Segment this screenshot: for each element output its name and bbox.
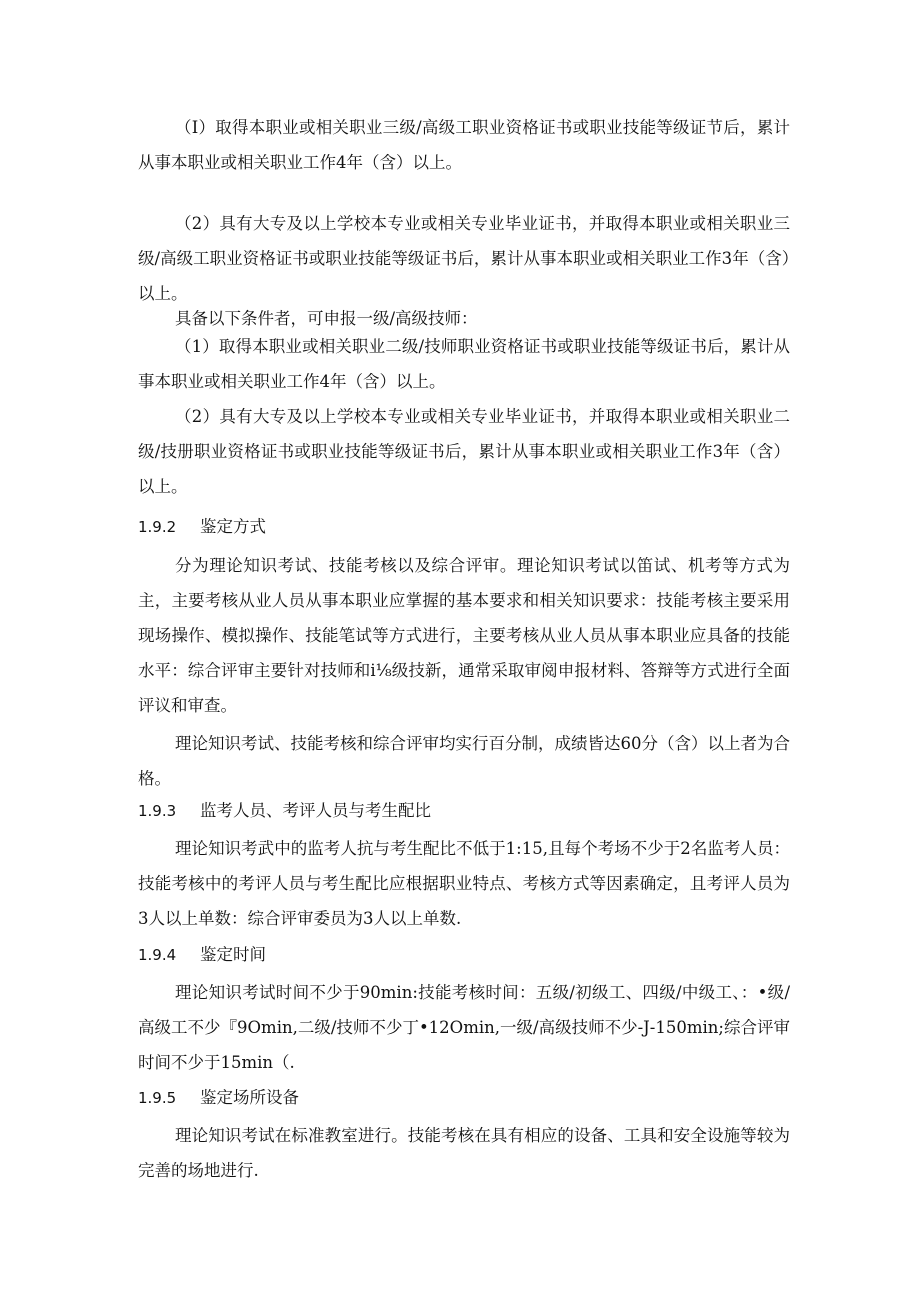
section-paragraph: 理论知识考武中的监考人抗与考生配比不低于1:15,且每个考场不少于2名监考人员：技能考核中的考评人员与考生配比应根据职业特点、考核方式等因素确定，且考评人员为3人以上单数：综合评审委员为3人以上单数. xyxy=(138,839,790,928)
section-paragraph: 理论知识考试在标准教室进行。技能考核在具有相应的设备、工具和安全设施等较为完善的场地进行. xyxy=(138,1126,790,1180)
section-heading-1-9-2 xyxy=(138,509,266,545)
section-title: 鉴定方式 xyxy=(200,517,266,536)
section-title: 鉴定时间 xyxy=(200,945,266,964)
section-paragraph: 理论知识考试时间不少于90min:技能考核时间：五级/初级工、四级/中级工、：•级/高级工不少『9Omin,二级/技师不少丁•12Omin,一级/高级技师不少-J-150min;综合评审时间不少于15min（. xyxy=(138,983,790,1072)
paragraph-condition-1-2: （2）具有大专及以上学校本专业或相关专业毕业证书，并取得本职业或相关职业二级/技册职业资格证书或职业技能等级证书后，累计从事本职业或相关职业工作3年（含）以上。 xyxy=(138,407,790,496)
paragraph-level-1-intro: 具备以下条件者，可申报一级/高级技师： xyxy=(175,309,478,328)
section-number: 1.9.4 xyxy=(138,946,177,964)
section-title: 鉴定场所设备 xyxy=(200,1088,299,1107)
section-heading-1-9-5 xyxy=(138,1080,299,1116)
section-heading-1-9-3 xyxy=(138,793,431,829)
section-heading-1-9-4 xyxy=(138,937,266,973)
section-title: 监考人员、考评人员与考生配比 xyxy=(200,801,431,820)
paragraph-condition-1-1: （1）取得本职业或相关职业二级/技师职业资格证书或职业技能等级证书后，累计从事本职业或相关职业工作4年（含）以上。 xyxy=(138,337,790,391)
section-paragraph: 分为理论知识考试、技能考核以及综合评审。理论知识考试以笛试、机考等方式为主，主要考核从业人员从事本职业应掌握的基本要求和相关知识要求：技能考核主要采用现场操作、模拟操作、技能笔试等方式进行，主要考核从业人员从事本职业应具备的技能水平：综合评审主要针对技师和i⅛级技新，通常采取审阅申报材料、答辩等方式进行全面评议和审查。 xyxy=(138,556,790,715)
section-number: 1.9.2 xyxy=(138,518,177,536)
paragraph-condition-3-1: （I）取得本职业或相关职业三级/高级工职业资格证书或职业技能等级证节后，累计从事本职业或相关职业工作4年（含）以上。 xyxy=(138,118,790,172)
section-number: 1.9.5 xyxy=(138,1089,177,1107)
section-number: 1.9.3 xyxy=(138,802,177,820)
section-paragraph: 理论知识考试、技能考核和综合评审均实行百分制，成绩皆达60分（含）以上者为合格。 xyxy=(138,734,790,788)
paragraph-condition-3-2: （2）具有大专及以上学校本专业或相关专业毕业证书，并取得本职业或相关职业三级/高级工职业资格证书或职业技能等级证书后，累计从事本职业或相关职业工作3年（含）以上。 xyxy=(138,214,790,303)
